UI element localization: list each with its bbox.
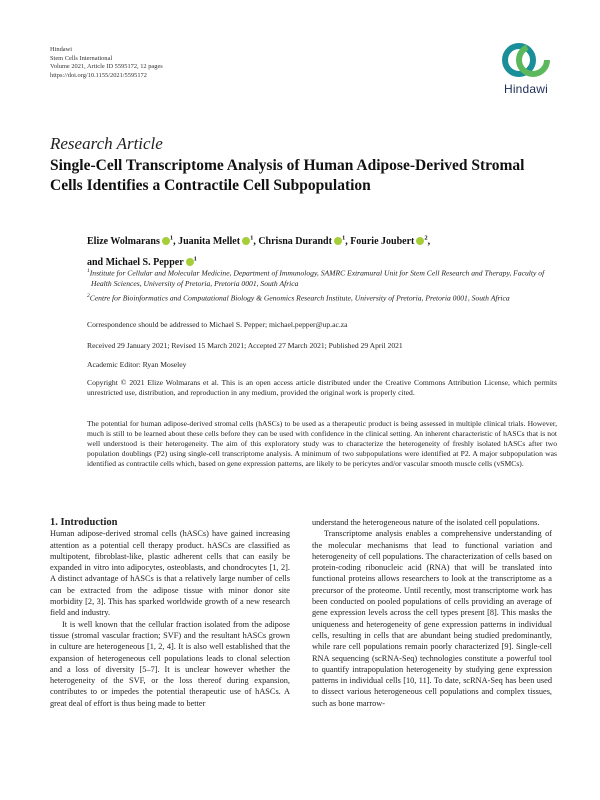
orcid-icon[interactable] [186,258,194,266]
paragraph: It is well known that the cellular fraction isolated from the adipose tissue (stromal vascular fraction; SVF) and the resultant hASCs grown in culture are heterogeneous [1, 2, 4]. It is also well established that the expansion of heterogeneous cell populations leads to clonal selection and a loss of diversity [5–7]. It is unclear however whether the heterogeneity of the SVF, or the loss thereof during expansion, contributes to or impedes the potential therapeutic use of hASCs. A great deal of effort is thus being made to better [50,619,290,708]
paragraph: understand the heterogeneous nature of the isolated cell populations. [312,518,540,527]
affiliation: $^2$Centre for Bioinformatics and Computational Biology & Genomics Research Institute, University of Pretoria, Pretoria 0001, South Africa [87,293,510,303]
author[interactable]: Elize Wolmarans $^1$, [87,235,179,248]
article-title: Single-Cell Transcriptome Analysis of Human Adipose-Derived Stromal Cells Identifies a Contractile Cell Subpopulation [50,157,525,194]
journal-name: Stem Cells International [50,54,113,62]
author[interactable]: Juanita Mellet $^1$, [178,235,259,248]
header-meta [50,46,163,80]
affiliations [87,266,557,306]
correspondence: Correspondence should be addressed to Michael S. Pepper; michael.pepper@up.ac.za [87,320,348,329]
orcid-icon[interactable] [334,237,342,245]
doi-link[interactable]: https://doi.org/10.1155/2021/5595172 [50,71,147,79]
section-heading: 1. Introduction [50,517,118,528]
article-type: Research Article [50,134,163,153]
academic-editor: Academic Editor: Ryan Moseley [87,360,187,369]
publisher-name: Hindawi [50,46,73,53]
hindawi-logo-icon [500,40,552,80]
orcid-icon[interactable] [242,237,250,245]
orcid-icon[interactable] [162,237,170,245]
author[interactable]: Fourie Joubert $^2$, [350,235,431,248]
right-column [312,517,552,709]
paragraph: Human adipose-derived stromal cells (hASCs) have gained increasing attention as a potential cell therapy product. hASCs are classified as multipotent, fibroblast-like, plastic adherent cells that can easily be expanded in vitro into adipocytes, osteoblasts, and chondrocytes [1, 2]. A distinct advantage of hASCs is that a relatively large number of cells can be extracted from the adipose tissue with minor donor site morbidity [2, 3]. This has sparked worldwide growth of a new research field and industry. [50,529,290,618]
copyright-notice: Copyright © 2021 Elize Wolmarans et al. This is an open access article distributed under the Creative Commons Attribution License, which permits unrestricted use, distribution, and reproduction in any medium, provided the original work is properly cited. [87,378,557,397]
left-column [50,517,290,709]
author[interactable]: Chrisna Durandt $^1$, [258,235,351,248]
paragraph: Transcriptome analysis enables a comprehensive understanding of the molecular mechanisms that lead to functional variation and heterogeneity of cell populations. The characterization of cells based on protein-coding ribonucleic acid (RNA) that will be translated into functional proteins allows researchers to look at the transcriptome as a precursor of the proteome. Until recently, most transcriptome work has been conducted on pooled populations of cells providing an average of gene expression levels across the cell types present [8]. This masks the uniqueness and heterogeneity of gene expression patterns in individual cells, resulting in cells that are abundant being studied predominantly, while rare cell populations remain poorly characterized [9]. Single-cell RNA sequencing (scRNA-Seq) technologies constitute a powerful tool to quantify intrapopulation heterogeneity by studying gene expression patterns in individual cells [10, 11]. To date, scRNA-Seq has been used to dissect various heterogeneous cell populations and complex tissues, such as bone marrow- [312,529,552,708]
affiliation: $^1$Institute for Cellular and Molecular Medicine, Department of Immunology, SAMRC Extramural Unit for Stem Cell Research and Therapy, Faculty of Health Sciences, University of Pretoria, Pretoria 0001, South Africa [87,268,545,288]
author[interactable]: and Michael S. Pepper $^1$ [87,255,197,268]
article-dates: Received 29 January 2021; Revised 15 March 2021; Accepted 27 March 2021; Published 29 April 2021 [87,341,403,350]
hindawi-logo [494,40,558,106]
abstract: The potential for human adipose-derived stromal cells (hASCs) to be used as a therapeutic product is being assessed in multiple clinical trials. However, much is still to be learned about these cells before they can be used with confidence in the clinical setting. An inherent characteristic of hASCs that is not well understood is their heterogeneity. The aim of this exploratory study was to characterize the heterogeneity of freshly isolated hASCs after two population doublings (P2) using single-cell transcriptome analysis. A minimum of two subpopulations were identified at P2. A major subpopulation was identified as contractile cells which, based on gene expression patterns, are likely to be pericytes and/or vascular smooth muscle cells (vSMCs). [87,419,557,468]
author-list [87,230,557,271]
hindawi-logo-text: Hindawi [503,82,549,96]
volume-info: Volume 2021, Article ID 5595172, 12 pages [50,63,163,71]
